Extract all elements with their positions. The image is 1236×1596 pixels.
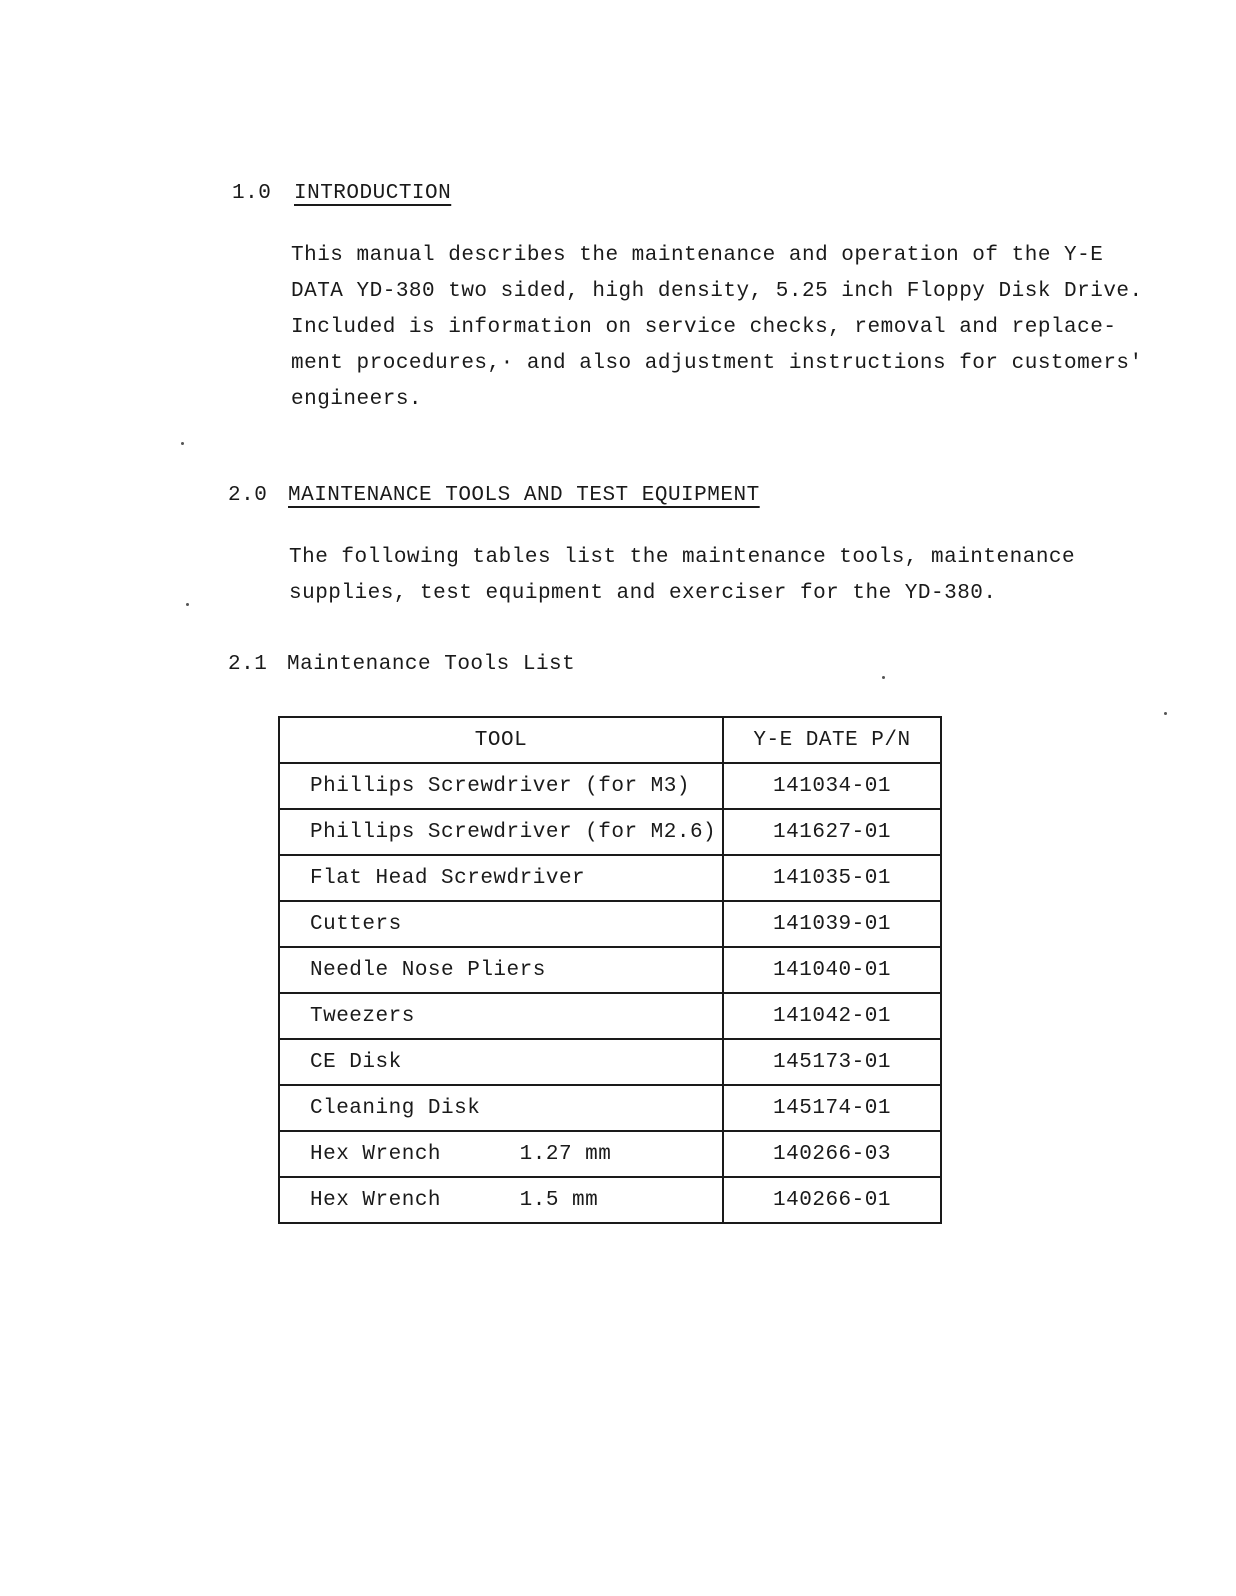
part-number-cell: 141039-01 — [723, 901, 941, 947]
intro-section-title: INTRODUCTION — [294, 182, 452, 205]
part-number-cell: 141034-01 — [723, 763, 941, 809]
tool-name-cell: Hex Wrench 1.5 mm — [279, 1177, 723, 1223]
intro-section-number: 1.0 — [232, 182, 272, 205]
intro-line: DATA YD-380 two sided, high density, 5.25 inch Floppy Disk Drive. — [291, 280, 1143, 303]
table-row — [279, 809, 941, 855]
tool-name-cell: Phillips Screwdriver (for M2.6) — [279, 809, 723, 855]
tools-equipment-section-title: MAINTENANCE TOOLS AND TEST EQUIPMENT — [288, 484, 760, 507]
intro-line: This manual describes the maintenance and operation of the Y-E — [291, 244, 1104, 267]
tool-name-cell: Phillips Screwdriver (for M3) — [279, 763, 723, 809]
tool-name-cell: CE Disk — [279, 1039, 723, 1085]
table-row — [279, 1039, 941, 1085]
table-row — [279, 1131, 941, 1177]
part-number-cell: 141040-01 — [723, 947, 941, 993]
part-number-cell: 141627-01 — [723, 809, 941, 855]
part-number-cell: 140266-03 — [723, 1131, 941, 1177]
table-row — [279, 901, 941, 947]
part-number-cell: 145174-01 — [723, 1085, 941, 1131]
table-header-row — [279, 717, 941, 763]
tool-column-header: TOOL — [279, 717, 723, 763]
tools-equipment-line: supplies, test equipment and exerciser for the YD-380. — [289, 582, 997, 605]
intro-line: engineers. — [291, 388, 423, 411]
intro-line: Included is information on service checks, removal and replace- — [291, 316, 1117, 339]
scan-speck — [186, 603, 189, 606]
tools-equipment-line: The following tables list the maintenance tools, maintenance — [289, 546, 1076, 569]
tool-name-cell: Flat Head Screwdriver — [279, 855, 723, 901]
part-number-cell: 145173-01 — [723, 1039, 941, 1085]
tools-equipment-paragraph — [289, 540, 1075, 612]
scan-speck — [882, 676, 885, 679]
tools-list-section-number: 2.1 — [228, 653, 268, 676]
part-number-column-header: Y-E DATE P/N — [723, 717, 941, 763]
part-number-cell: 140266-01 — [723, 1177, 941, 1223]
tools-list-heading — [228, 653, 575, 676]
part-number-cell: 141042-01 — [723, 993, 941, 1039]
intro-paragraph — [291, 238, 1143, 418]
table-row — [279, 763, 941, 809]
tools-equipment-section-number: 2.0 — [228, 484, 268, 507]
table-row — [279, 855, 941, 901]
table-row — [279, 1085, 941, 1131]
table-row — [279, 993, 941, 1039]
scan-speck — [181, 442, 184, 445]
maintenance-tools-table — [278, 716, 942, 1224]
tool-name-cell: Cutters — [279, 901, 723, 947]
tools-equipment-heading — [228, 484, 760, 507]
table-row — [279, 947, 941, 993]
table-row — [279, 1177, 941, 1223]
intro-heading — [232, 182, 451, 205]
tool-name-cell: Hex Wrench 1.27 mm — [279, 1131, 723, 1177]
tool-name-cell: Cleaning Disk — [279, 1085, 723, 1131]
scan-speck — [1164, 712, 1167, 715]
intro-line: ment procedures,· and also adjustment instructions for customers' — [291, 352, 1143, 375]
tools-list-section-title: Maintenance Tools List — [287, 653, 576, 676]
tool-name-cell: Tweezers — [279, 993, 723, 1039]
part-number-cell: 141035-01 — [723, 855, 941, 901]
tool-name-cell: Needle Nose Pliers — [279, 947, 723, 993]
